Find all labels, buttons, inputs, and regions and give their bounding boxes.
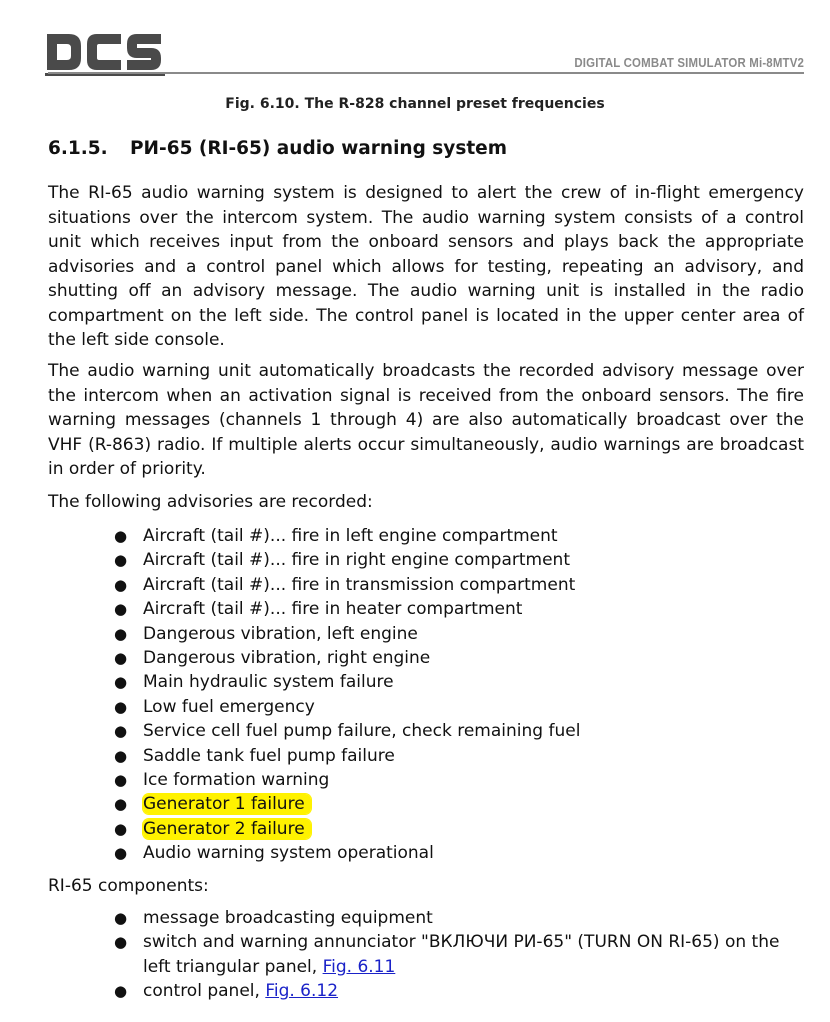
list-item: ● Low fuel emergency xyxy=(0,695,830,719)
fig-6-11-link[interactable]: Fig. 6.11 xyxy=(322,956,396,977)
bullet-icon: ● xyxy=(114,819,128,838)
list-item: ● Service cell fuel pump failure, check remaining fuel xyxy=(0,719,830,743)
dcs-logo xyxy=(45,28,165,76)
paragraph-components-lead: RI-65 components: xyxy=(48,876,209,896)
bullet-icon: ● xyxy=(114,600,128,619)
highlighted-text: Generator 1 failure xyxy=(143,794,311,814)
list-item: ● message broadcasting equipment xyxy=(0,906,783,930)
list-item: ● Aircraft (tail #)... fire in heater compartment xyxy=(0,597,830,621)
bullet-icon: ● xyxy=(114,527,128,545)
list-item: ● switch and warning annunciator "ВКЛЮЧИ РИ-65" (TURN ON RI-65) on the left triangular panel, Fig. 6.11 xyxy=(114,932,780,977)
list-item: ● Dangerous vibration, left engine xyxy=(0,622,830,646)
bullet-icon: ● xyxy=(114,649,128,668)
bullet-icon: ● xyxy=(114,746,128,765)
fig-6-12-link[interactable]: Fig. 6.12 xyxy=(265,981,339,1002)
bullet-icon: ● xyxy=(114,844,128,863)
paragraph-advisories-lead: The following advisories are recorded: xyxy=(48,492,373,512)
bullet-icon: ● xyxy=(114,933,128,952)
bullet-icon: ● xyxy=(114,697,128,716)
list-item: ● Dangerous vibration, right engine xyxy=(0,646,830,670)
list-item: ● Ice formation warning xyxy=(0,768,830,792)
list-item-highlighted xyxy=(0,792,830,816)
header-divider xyxy=(48,72,804,74)
components-list xyxy=(0,906,830,1004)
list-item: ● Aircraft (tail #)... fire in transmission compartment xyxy=(0,573,830,597)
list-item: ● Aircraft (tail #)... fire in left engine compartment xyxy=(0,524,830,548)
bullet-icon: ● xyxy=(114,722,128,741)
header-title: DIGITAL COMBAT SIMULATOR Mi-8MTV2 xyxy=(574,55,804,70)
bullet-icon: ● xyxy=(114,624,128,643)
paragraph-intro: The RI-65 audio warning system is designed to alert the crew of in-flight emergency situations over the intercom system. The audio warning system consists of a control unit which receives input from the onboard sensors and plays back the appropriate advisories and a control panel which allows for testing, repeating an advisory, and shutting off an advisory message. The audio warning unit is installed in the radio compartment on the left side. The control panel is located in the upper center area of the left side console. xyxy=(48,183,804,350)
bullet-icon: ● xyxy=(114,982,128,1001)
figure-caption: Fig. 6.10. The R-828 channel preset frequencies xyxy=(225,96,605,112)
bullet-icon: ● xyxy=(114,673,128,692)
list-item: ● Audio warning system operational xyxy=(0,841,830,865)
list-item: ● Main hydraulic system failure xyxy=(0,670,830,694)
bullet-icon: ● xyxy=(114,909,128,927)
bullet-icon: ● xyxy=(114,771,128,790)
list-item: ● control panel, Fig. 6.12 xyxy=(0,979,783,1003)
paragraph-broadcast: The audio warning unit automatically broadcasts the recorded advisory message over the intercom when an activation signal is received from the onboard sensors. The fire warning messages (channels 1 through 4) are also automatically broadcast over the VHF (R-863) radio. If multiple alerts occur simultaneously, audio warnings are broadcast in order of priority. xyxy=(48,361,804,479)
section-heading xyxy=(48,138,507,159)
section-number: 6.1.5. xyxy=(48,138,108,159)
bullet-icon: ● xyxy=(114,795,128,814)
list-item: ● Aircraft (tail #)... fire in right engine compartment xyxy=(0,548,830,572)
bullet-icon: ● xyxy=(114,575,128,594)
highlighted-text: Generator 2 failure xyxy=(143,819,311,839)
list-item: ● Saddle tank fuel pump failure xyxy=(0,744,830,768)
advisories-list xyxy=(0,524,830,866)
section-title: РИ-65 (RI-65) audio warning system xyxy=(130,138,508,159)
list-item-highlighted xyxy=(0,817,830,841)
bullet-icon: ● xyxy=(114,551,128,570)
